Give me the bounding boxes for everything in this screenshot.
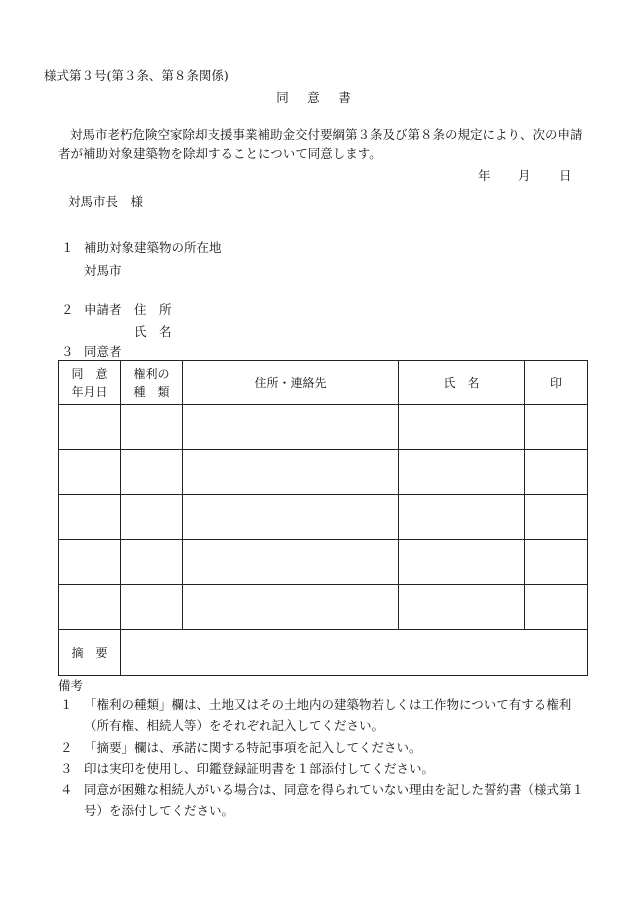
table-row xyxy=(59,495,588,540)
cell-name[interactable] xyxy=(399,450,525,495)
section2-label: 申請者 xyxy=(84,302,122,317)
document-title: 同 意 書 xyxy=(276,90,354,105)
table-row xyxy=(59,585,588,630)
cell-seal[interactable] xyxy=(525,405,588,450)
cell-right-type[interactable] xyxy=(121,585,183,630)
section1-label: 補助対象建築物の所在地 xyxy=(84,240,222,255)
form-number: 様式第３号(第３条、第８条関係) xyxy=(44,68,229,83)
cell-date[interactable] xyxy=(59,495,121,540)
building-location-value: 対馬市 xyxy=(84,263,122,278)
cell-name[interactable] xyxy=(399,585,525,630)
summary-row xyxy=(59,630,588,676)
date-day-label: 日 xyxy=(559,168,572,183)
cell-right-type[interactable] xyxy=(121,540,183,585)
note-item-2: ２ 「摘要」欄は、承諾に関する特記事項を記入してください。 xyxy=(60,740,422,755)
cell-name[interactable] xyxy=(399,405,525,450)
cell-name[interactable] xyxy=(399,540,525,585)
applicant-name-label: 氏 名 xyxy=(134,324,172,339)
table-row xyxy=(59,540,588,585)
header-right-type: 権利の 種 類 xyxy=(121,361,183,405)
section1-number: １ xyxy=(61,240,74,255)
section3-number: ３ xyxy=(61,344,74,359)
section2-number: ２ xyxy=(61,302,74,317)
cell-address[interactable] xyxy=(183,540,399,585)
cell-date[interactable] xyxy=(59,405,121,450)
consent-statement: 対馬市老朽危険空家除却支援事業補助金交付要綱第３条及び第８条の規定により、次の申請者が補助対象建築物を除却することについて同意します。 xyxy=(58,127,583,161)
cell-date[interactable] xyxy=(59,450,121,495)
addressee: 対馬市長 様 xyxy=(68,194,144,209)
summary-cell[interactable] xyxy=(121,630,588,676)
table-row xyxy=(59,450,588,495)
date-month-label: 月 xyxy=(518,168,531,183)
header-consent-date: 同 意 年月日 xyxy=(59,361,121,405)
cell-address[interactable] xyxy=(183,450,399,495)
cell-right-type[interactable] xyxy=(121,405,183,450)
cell-address[interactable] xyxy=(183,405,399,450)
date-year-label: 年 xyxy=(478,168,491,183)
cell-date[interactable] xyxy=(59,540,121,585)
consenter-table xyxy=(58,360,588,676)
cell-seal[interactable] xyxy=(525,450,588,495)
notes-heading: 備考 xyxy=(58,678,84,693)
table-header-row xyxy=(59,361,588,405)
section3-label: 同意者 xyxy=(84,344,122,359)
note-item-4: ４ 同意が困難な相続人がいる場合は、同意を得られていない理由を記した誓約書（様式第１号）を添付してください。 xyxy=(60,782,585,818)
cell-seal[interactable] xyxy=(525,495,588,540)
cell-right-type[interactable] xyxy=(121,450,183,495)
header-seal: 印 xyxy=(525,361,588,405)
cell-name[interactable] xyxy=(399,495,525,540)
cell-date[interactable] xyxy=(59,585,121,630)
cell-seal[interactable] xyxy=(525,540,588,585)
table-row xyxy=(59,405,588,450)
note-item-1: １ 「権利の種類」欄は、土地又はその土地内の建築物若しくは工作物について有する権利（所有権、相続人等）をそれぞれ記入してください。 xyxy=(60,697,572,733)
summary-label: 摘 要 xyxy=(59,630,121,676)
header-address-contact: 住所・連絡先 xyxy=(183,361,399,405)
cell-address[interactable] xyxy=(183,495,399,540)
cell-right-type[interactable] xyxy=(121,495,183,540)
applicant-address-label: 住 所 xyxy=(134,302,172,317)
cell-seal[interactable] xyxy=(525,585,588,630)
cell-address[interactable] xyxy=(183,585,399,630)
header-name: 氏 名 xyxy=(399,361,525,405)
note-item-3: ３ 印は実印を使用し、印鑑登録証明書を１部添付してください。 xyxy=(60,761,435,776)
